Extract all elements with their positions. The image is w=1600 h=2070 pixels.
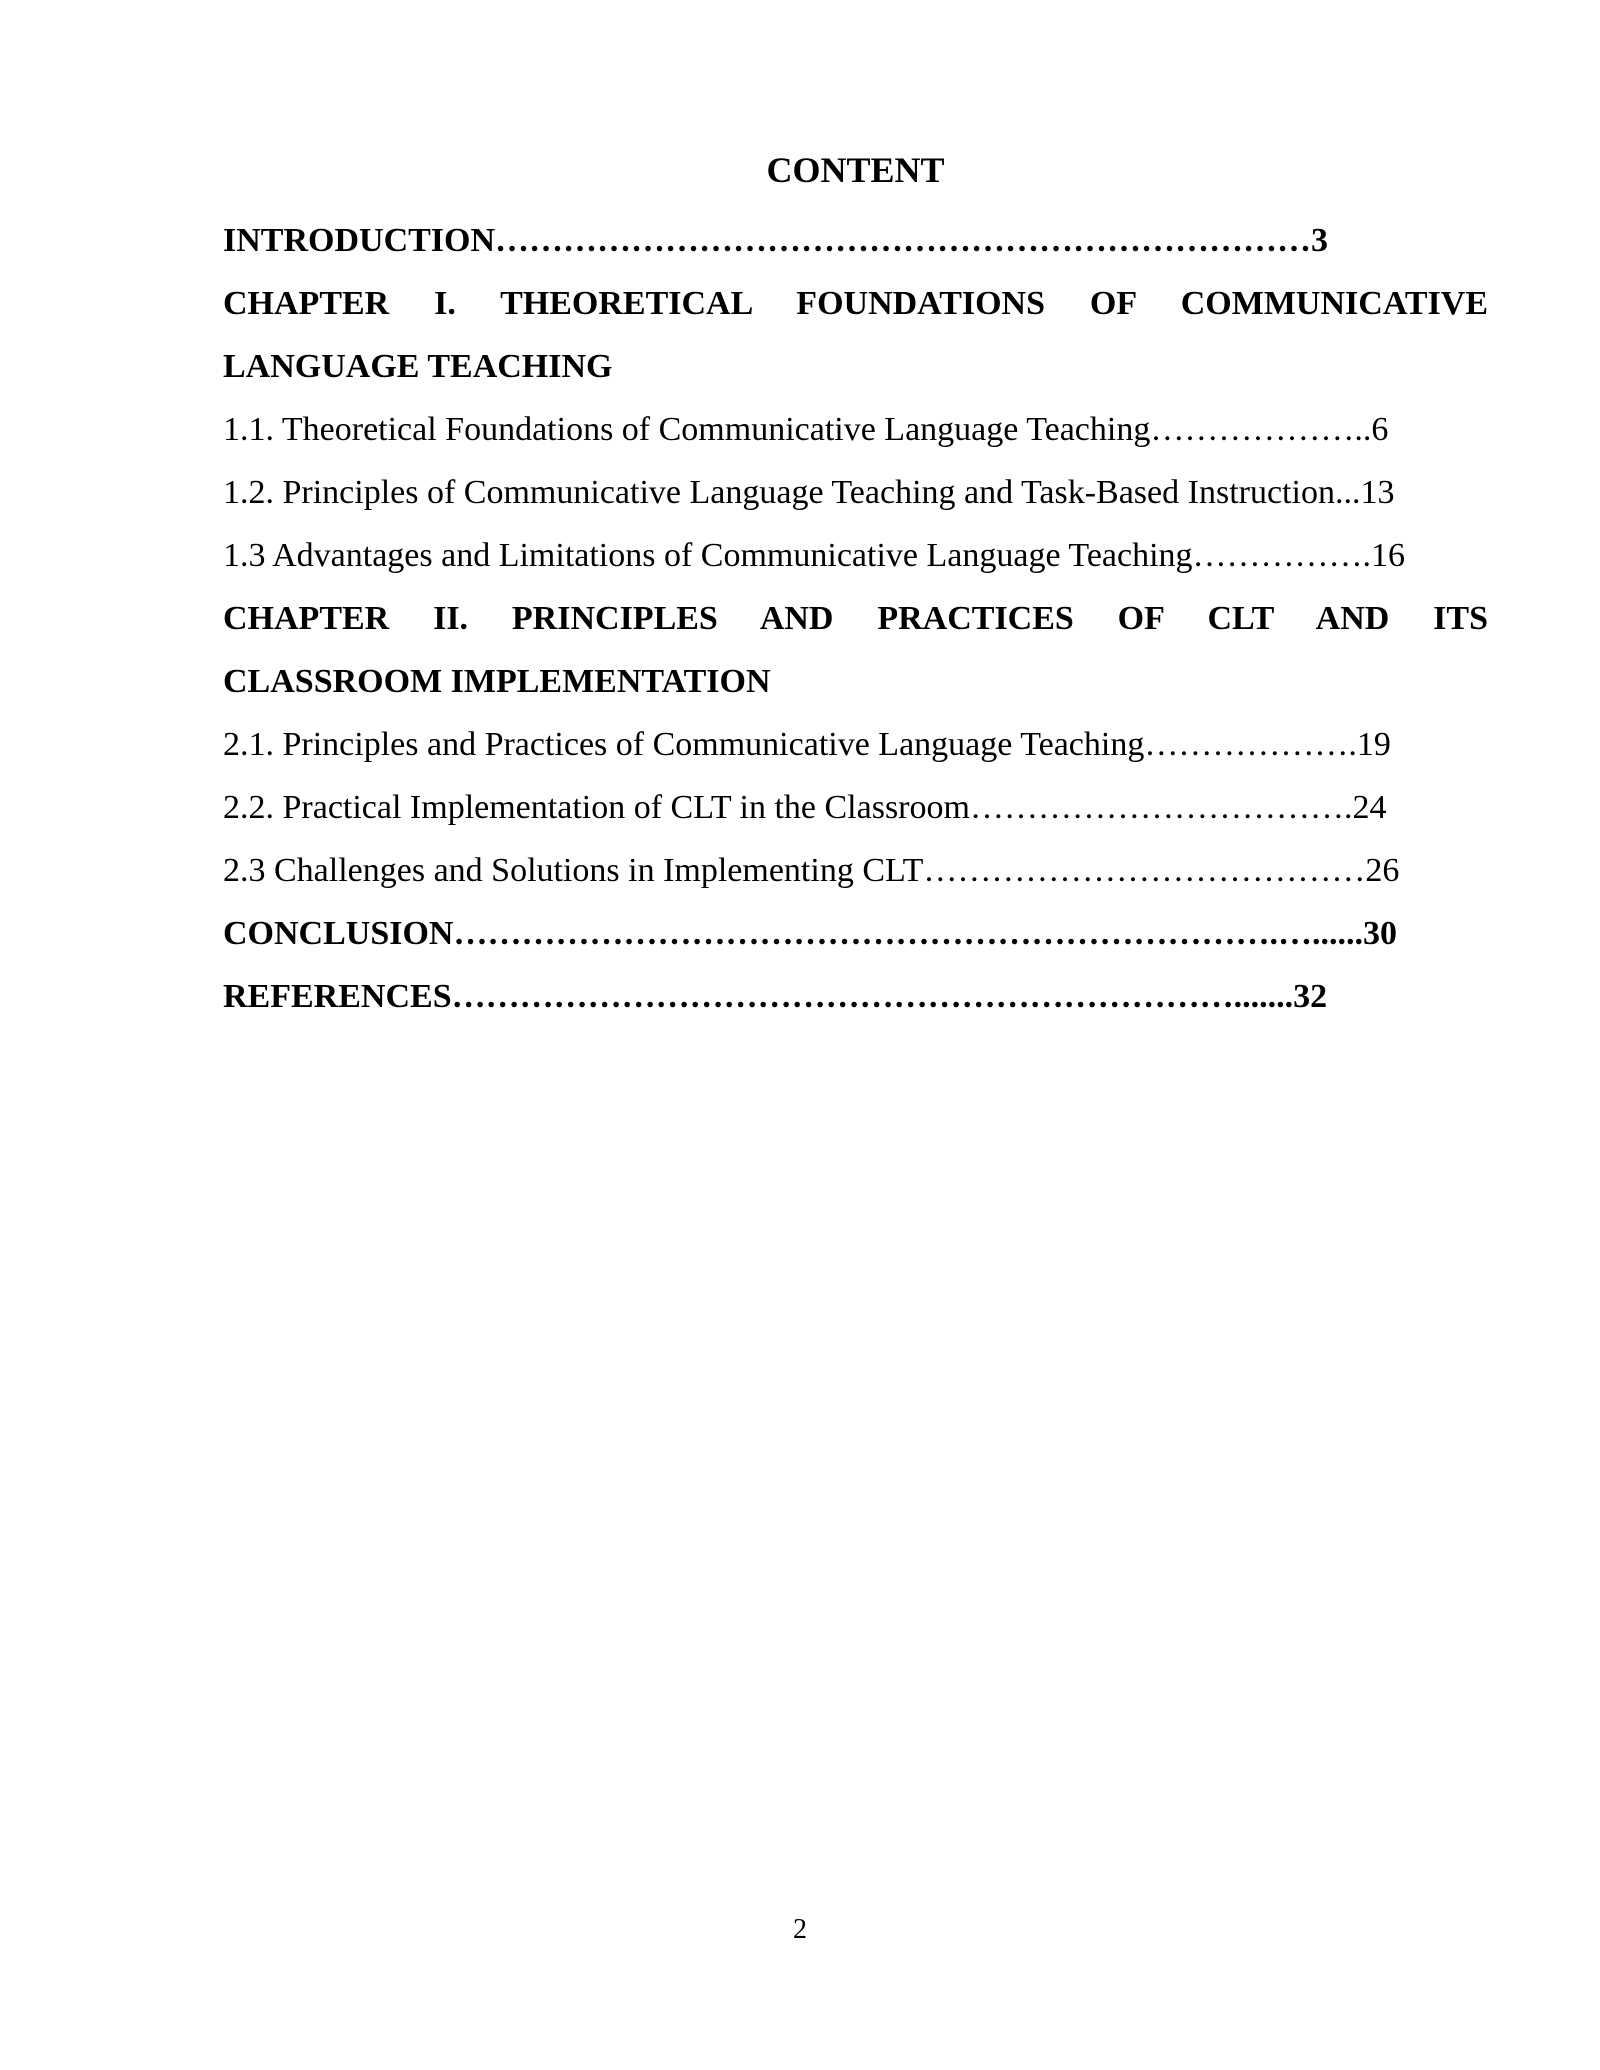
toc-entry-chapter-1-heading-cont: LANGUAGE TEACHING (223, 348, 613, 385)
page-number: 2 (793, 1914, 807, 1945)
toc-entry-references: REFERENCES…………………………………………………………….......32 (223, 978, 1328, 1015)
toc-entry-2-2: 2.2. Practical Implementation of CLT in the Classroom…………………………….24 (223, 789, 1387, 826)
toc-entry-1-1: 1.1. Theoretical Foundations of Communicative Language Teaching………………..6 (223, 411, 1389, 448)
toc-entry-1-2: 1.2. Principles of Communicative Language Teaching and Task-Based Instruction...13 (223, 474, 1395, 511)
toc-entry-introduction: INTRODUCTION………………………………………………………………3 (223, 222, 1329, 259)
toc-entry-2-3: 2.3 Challenges and Solutions in Implementing CLT…………………………………26 (223, 852, 1400, 889)
toc-title: CONTENT (766, 150, 945, 190)
toc-entry-chapter-2-heading: CHAPTER II. PRINCIPLES AND PRACTICES OF CLT AND ITS (223, 600, 1488, 637)
toc-entry-2-1: 2.1. Principles and Practices of Communicative Language Teaching……………….19 (223, 726, 1391, 763)
toc-entry-1-3: 1.3 Advantages and Limitations of Communicative Language Teaching…………….16 (223, 537, 1406, 574)
toc-entry-chapter-2-heading-cont: CLASSROOM IMPLEMENTATION (223, 663, 771, 700)
toc-entry-conclusion: CONCLUSION……………………………………………………………….…......30 (223, 915, 1397, 952)
table-of-contents (223, 145, 1488, 1028)
toc-entry-chapter-1-heading: CHAPTER I. THEORETICAL FOUNDATIONS OF COMMUNICATIVE (223, 285, 1488, 322)
